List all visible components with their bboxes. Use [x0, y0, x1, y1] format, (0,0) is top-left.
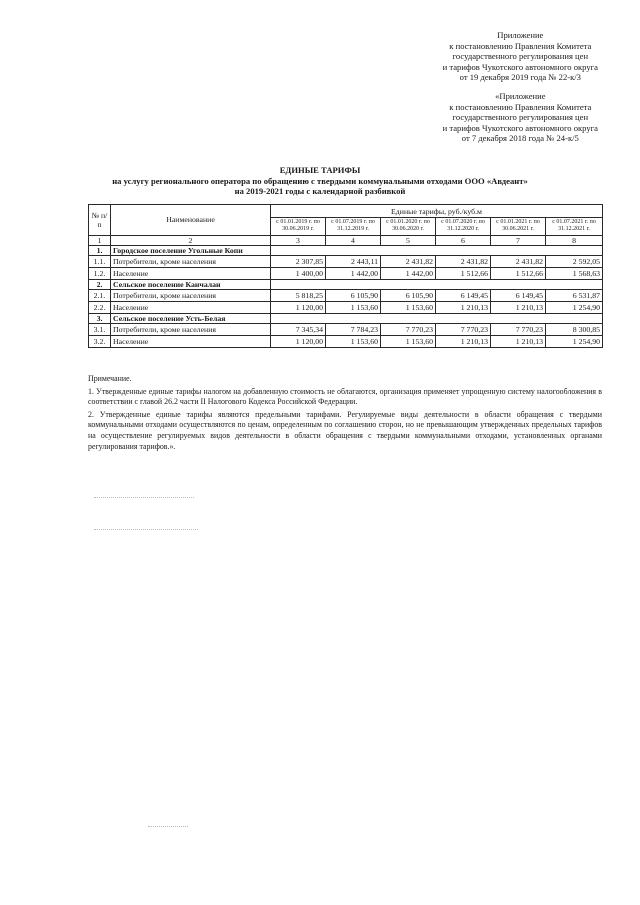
tariff-value: 1 512,66 — [491, 267, 546, 279]
tariff-value: 2 431,82 — [436, 255, 491, 267]
column-number: 1 — [89, 235, 111, 245]
appendix-previous — [443, 91, 598, 144]
section-name: Городское поселение Угольные Копи — [111, 245, 271, 255]
header-period: с 01.07.2021 г. по 31.12.2021 г. — [546, 218, 603, 236]
section-blank — [271, 279, 603, 289]
appendix-line: Приложение — [497, 30, 544, 40]
tariff-value: 1 120,00 — [271, 301, 326, 313]
tariff-value: 5 818,25 — [271, 289, 326, 301]
table-row — [89, 255, 603, 267]
tariff-value: 1 153,60 — [381, 301, 436, 313]
appendix-line: от 7 декабря 2018 года № 24-к/5 — [461, 133, 579, 144]
column-number: 3 — [271, 235, 326, 245]
tariff-value: 7 770,23 — [436, 323, 491, 335]
appendix-line: и тарифов Чукотского автономного округа — [442, 122, 598, 133]
tariff-value: 1 512,66 — [436, 267, 491, 279]
section-row — [89, 313, 603, 323]
tariff-value: 6 149,45 — [491, 289, 546, 301]
tariff-value: 1 442,00 — [326, 267, 381, 279]
scan-artifact-line — [148, 826, 188, 828]
row-name: Население — [111, 267, 271, 279]
tariff-value: 1 210,13 — [436, 335, 491, 347]
scan-artifact-line — [94, 529, 198, 531]
row-name: Население — [111, 335, 271, 347]
tariff-value: 6 531,87 — [546, 289, 603, 301]
column-number: 4 — [326, 235, 381, 245]
tariffs-table — [88, 204, 603, 348]
tariff-value: 1 153,60 — [326, 335, 381, 347]
note-item-1: 1. Утвержденные единые тарифы налогом на добавленную стоимость не облагаются, организация применяет упрощенную систему налогообложения в соответствии с главой 26.2 части II Налогового Кодекса Российской Федерации. — [88, 386, 602, 407]
tariff-value: 6 149,45 — [436, 289, 491, 301]
tariff-value: 1 210,13 — [491, 335, 546, 347]
appendix-line: от 19 декабря 2019 года № 22-к/3 — [459, 72, 581, 83]
header-group: Единые тарифы, руб./куб.м — [271, 205, 603, 218]
column-number: 8 — [546, 235, 603, 245]
column-number: 2 — [111, 235, 271, 245]
header-row — [89, 205, 603, 218]
appendix-line: к постановлению Правления Комитета — [449, 40, 592, 51]
header-name: Наименование — [111, 205, 271, 236]
tariff-value: 2 431,82 — [381, 255, 436, 267]
header-period: с 01.01.2020 г. по 30.06.2020 г. — [381, 218, 436, 236]
row-name: Потребители, кроме населения — [111, 255, 271, 267]
section-blank — [271, 245, 603, 255]
tariff-value: 8 300,85 — [546, 323, 603, 335]
row-number: 1.2. — [89, 267, 111, 279]
row-number: 2.1. — [89, 289, 111, 301]
column-numbers-row — [89, 235, 603, 245]
tariff-value: 7 770,23 — [491, 323, 546, 335]
section-blank — [271, 313, 603, 323]
tariff-value: 1 210,13 — [436, 301, 491, 313]
section-name: Сельское поселение Усть-Белая — [111, 313, 271, 323]
title-line-1: ЕДИНЫЕ ТАРИФЫ — [279, 165, 361, 175]
header-period: с 01.07.2019 г. по 31.12.2019 г. — [326, 218, 381, 236]
tariff-value: 7 784,23 — [326, 323, 381, 335]
tariff-value: 1 254,90 — [546, 301, 603, 313]
tariff-value: 2 307,85 — [271, 255, 326, 267]
row-name: Население — [111, 301, 271, 313]
row-name: Потребители, кроме населения — [111, 289, 271, 301]
tariff-value: 2 592,05 — [546, 255, 603, 267]
tariff-value: 1 254,90 — [546, 335, 603, 347]
table-row — [89, 267, 603, 279]
row-name: Потребители, кроме населения — [111, 323, 271, 335]
title-line-2: на услугу регионального оператора по обращению с твердыми коммунальными отходами ООО «Авдеант» — [112, 175, 528, 186]
tariff-value: 1 153,60 — [326, 301, 381, 313]
row-number: 2.2. — [89, 301, 111, 313]
appendix-current — [443, 30, 598, 83]
scan-artifact-line — [94, 497, 194, 499]
notes-block — [88, 374, 602, 454]
notes-heading: Примечание. — [88, 374, 132, 383]
section-number: 1. — [89, 245, 111, 255]
table-row — [89, 323, 603, 335]
header-period: с 01.07.2020 г. по 31.12.2020 г. — [436, 218, 491, 236]
header-period: с 01.01.2019 г. по 30.06.2019 г. — [271, 218, 326, 236]
tariff-value: 2 443,11 — [326, 255, 381, 267]
table-row — [89, 301, 603, 313]
column-number: 6 — [436, 235, 491, 245]
tariff-value: 2 431,82 — [491, 255, 546, 267]
tariff-value: 1 153,60 — [381, 335, 436, 347]
tariff-value: 1 400,00 — [271, 267, 326, 279]
document-title — [80, 165, 560, 197]
appendix-line: государственного регулирования цен — [452, 51, 589, 62]
section-row — [89, 279, 603, 289]
tariff-value: 1 568,63 — [546, 267, 603, 279]
row-number: 3.1. — [89, 323, 111, 335]
section-number: 2. — [89, 279, 111, 289]
section-name: Сельское поселение Канчалан — [111, 279, 271, 289]
row-number: 3.2. — [89, 335, 111, 347]
table-row — [89, 289, 603, 301]
column-number: 5 — [381, 235, 436, 245]
tariff-value: 6 105,90 — [381, 289, 436, 301]
header-period: с 01.01.2021 г. по 30.06.2021 г. — [491, 218, 546, 236]
table-row — [89, 335, 603, 347]
tariff-value: 1 210,13 — [491, 301, 546, 313]
appendix-line: и тарифов Чукотского автономного округа — [442, 61, 598, 72]
tariff-value: 7 770,23 — [381, 323, 436, 335]
note-item-2: 2. Утвержденные единые тарифы являются предельными тарифами. Регулируемые виды деятельности в области обращения с твердыми коммунальными отходами осуществляются по ценам, определенным по соглашению сторон, но не превышающим утвержденных предельных тарифов на осуществление регулируемых видов деятельности в области обращения с твердыми коммунальными отходами, установленных органами регулирования тарифов.». — [88, 409, 602, 451]
title-line-3: на 2019-2021 годы с календарной разбивкой — [234, 186, 406, 197]
section-number: 3. — [89, 313, 111, 323]
appendix-line: государственного регулирования цен — [452, 112, 589, 123]
appendix-line: «Приложение — [495, 91, 546, 101]
tariff-value: 1 442,00 — [381, 267, 436, 279]
tariff-value: 1 120,00 — [271, 335, 326, 347]
column-number: 7 — [491, 235, 546, 245]
tariff-value: 7 345,34 — [271, 323, 326, 335]
row-number: 1.1. — [89, 255, 111, 267]
section-row — [89, 245, 603, 255]
appendix-line: к постановлению Правления Комитета — [449, 101, 592, 112]
tariff-value: 6 105,90 — [326, 289, 381, 301]
header-number: № п/п — [89, 205, 111, 236]
